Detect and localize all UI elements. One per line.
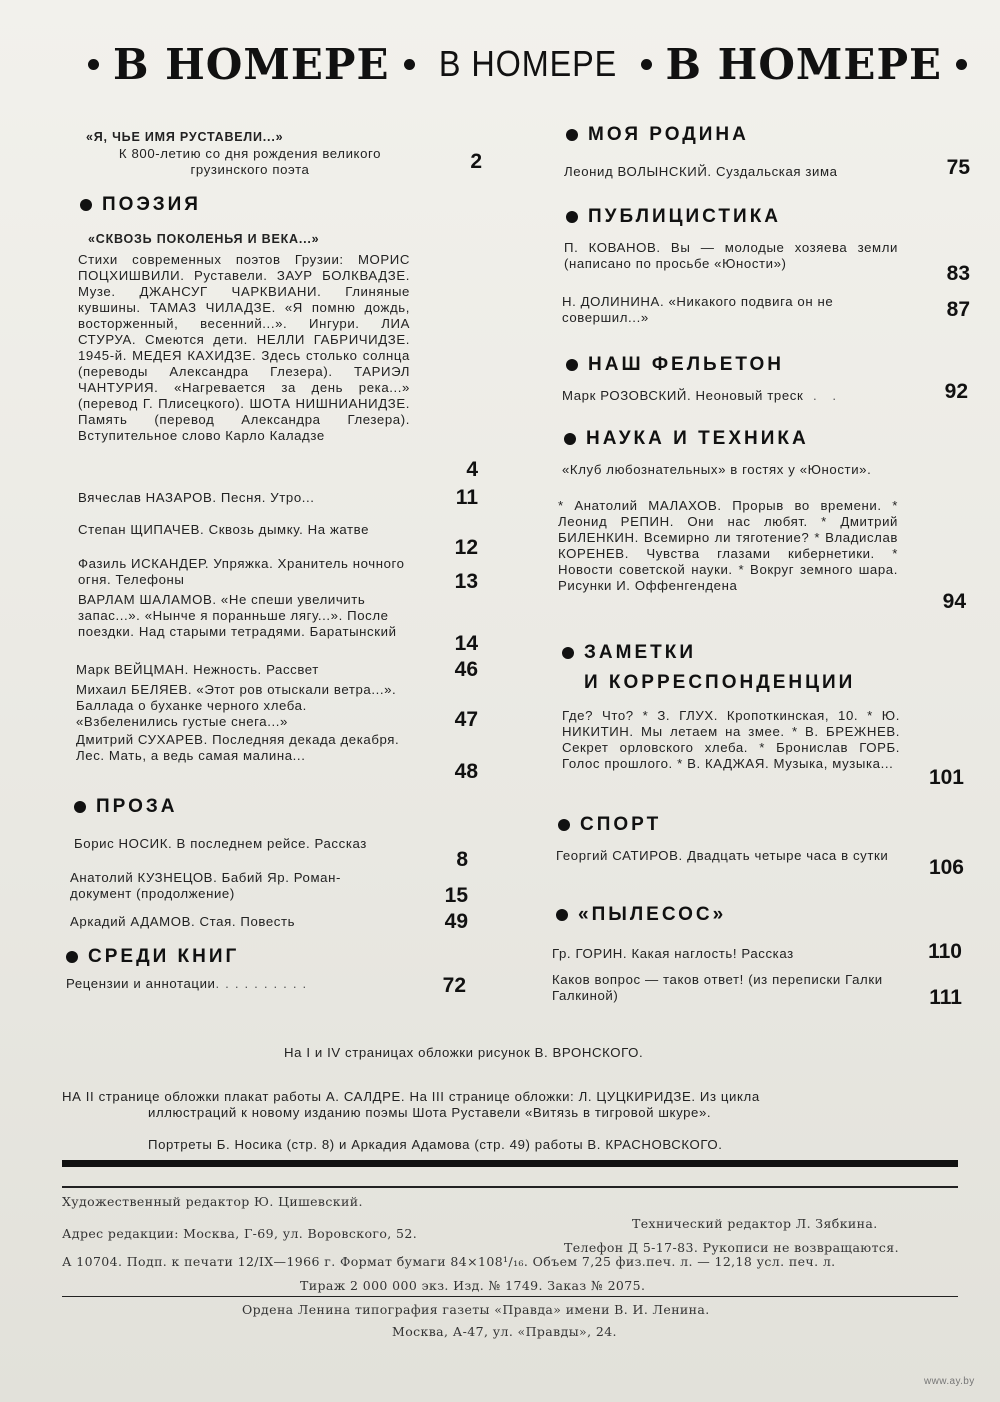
credits-line: иллюстраций к новому изданию поэмы Шота Руставели «Витязь в тигровой шкуре». (148, 1105, 712, 1120)
section-title: СРЕДИ КНИГ (88, 946, 240, 967)
section-science (564, 428, 809, 450)
section-title: НАШ ФЕЛЬЕТОН (588, 354, 784, 375)
section-title: ПОЭЗИЯ (102, 194, 201, 215)
print-info: А 10704. Подп. к печати 12/IX—1966 г. Формат бумаги 84×108¹/₁₆. Объем 7,25 физ.печ. л. — 12,18 усл. печ. л. (62, 1254, 836, 1269)
bullet-icon (88, 59, 99, 70)
list-item: Дмитрий СУХАРЕВ. Последняя декада декабря. Лес. Мать, а ведь самая малина... (76, 732, 400, 763)
page-number: 106 (928, 856, 964, 879)
page-number: 46 (454, 658, 478, 681)
page-number: 11 (455, 486, 478, 509)
list-item: Стихи современных поэтов Грузии: МОРИС ПОЦХИШВИЛИ. Руставели. ЗАУР БОЛКВАДЗЕ. Музе. ДЖАНСУГ ЧАРКВИАНИ. Глиняные кувшины. ТАМАЗ ЧИЛАДЗЕ. «Я помню дождь, восторженный, весенний...». Ингури. ЛИА СТУРУА. Смеются дети. НЕЛЛИ ГАБРИЧИДЗЕ. 1945-й. МЕДЕЯ КАХИДЗЕ. Здесь столько солнца (переводы Александра Глезера). ТАРИЭЛ ЧАНТУРИЯ. «Нагревается за день река...» (перевод Г. Плисецкого). ШОТА НИШНИАНИДЗЕ. Память (перевод Александра Глезера). Вступительное слово Карло Каладзе (78, 252, 410, 443)
bullet-icon (564, 433, 576, 445)
circulation: Тираж 2 000 000 экз. Изд. № 1749. Заказ № 2075. (300, 1278, 646, 1293)
section-title: МОЯ РОДИНА (588, 124, 749, 145)
section-publicism (566, 206, 781, 228)
science-intro: «Клуб любознательных» в гостях у «Юности». (562, 462, 872, 477)
bullet-icon (66, 951, 78, 963)
art-editor: Художественный редактор Ю. Цишевский. (62, 1194, 363, 1209)
section-homeland (566, 124, 749, 146)
credits-line: На I и IV страницах обложки рисунок В. ВРОНСКОГО. (284, 1045, 644, 1060)
list-item: Георгий САТИРОВ. Двадцать четыре часа в сутки (556, 848, 889, 863)
section-feuilleton (566, 354, 784, 376)
page-number: 12 (454, 536, 478, 559)
section-title: ПРОЗА (96, 796, 178, 817)
bullet-icon (566, 211, 578, 223)
page-number: 13 (454, 570, 478, 593)
list-item: Марк ВЕЙЦМАН. Нежность. Рассвет (76, 662, 319, 677)
entry-text: Рецензии и аннотации (66, 976, 216, 991)
bullet-icon (74, 801, 86, 813)
bullet-icon (562, 647, 574, 659)
section-notes (562, 642, 696, 664)
list-item: Гр. ГОРИН. Какая наглость! Рассказ (552, 946, 794, 961)
page-number: 87 (946, 298, 970, 321)
poetry-subtitle: «СКВОЗЬ ПОКОЛЕНЬЯ И ВЕКА...» (88, 232, 320, 246)
bullet-icon (556, 909, 568, 921)
page-number: 8 (456, 848, 468, 871)
section-title: И КОРРЕСПОНДЕНЦИИ (584, 672, 856, 693)
page-number: 14 (454, 632, 478, 655)
page-number: 92 (944, 380, 968, 403)
page-number: 15 (444, 884, 468, 907)
list-item: Марк РОЗОВСКИЙ. Неоновый треск . . (562, 388, 842, 403)
section-title: «ПЫЛЕСОС» (578, 904, 727, 925)
page-number: 47 (454, 708, 478, 731)
section-sport (558, 814, 661, 836)
section-books (66, 946, 239, 968)
header-title-bold: В НОМЕРЕ (665, 39, 943, 89)
page-number: 111 (929, 986, 962, 1009)
list-item: Степан ЩИПАЧЕВ. Сквозь дымку. На жатве (78, 522, 370, 537)
bullet-icon (566, 359, 578, 371)
page-number: 72 (442, 974, 466, 997)
header-title-bold: В НОМЕРЕ (113, 39, 390, 89)
watermark: www.ay.by (924, 1376, 975, 1387)
section-title: ЗАМЕТКИ (584, 642, 696, 663)
divider (62, 1296, 958, 1297)
list-item: Фазиль ИСКАНДЕР. Упряжка. Хранитель ночного огня. Телефоны (78, 556, 405, 587)
bullet-icon (566, 129, 578, 141)
list-item: Михаил БЕЛЯЕВ. «Этот ров отыскали ветра...». Баллада о буханке черного хлеба. «Взбеленились густые снега...» (76, 682, 397, 729)
phone: Телефон Д 5-17-83. Рукописи не возвращаются. (564, 1240, 899, 1255)
address: Адрес редакции: Москва, Г-69, ул. Воровского, 52. (62, 1226, 418, 1241)
header-title-thin: В НОМЕРЕ (438, 43, 617, 84)
rustaveli-text: К 800-летию со дня рождения великого грузинского поэта (118, 146, 382, 177)
page-number: 4 (466, 458, 478, 481)
list-item: ВАРЛАМ ШАЛАМОВ. «Не спеши увеличить запас...». «Нынче я поранньше лягу...». После поездки. Над старыми тетрадями. Баратынский (78, 592, 397, 639)
list-item: Вячеслав НАЗАРОВ. Песня. Утро... (78, 490, 315, 505)
typography: Ордена Ленина типография газеты «Правда» имени В. И. Ленина. (242, 1302, 710, 1317)
page-number: 101 (928, 766, 964, 789)
page-number: 83 (946, 262, 970, 285)
page-number: 75 (946, 156, 970, 179)
section-title: СПОРТ (580, 814, 662, 835)
list-item: Н. ДОЛИНИНА. «Никакого подвига он не совершил...» (562, 294, 834, 325)
entry-text: Марк РОЗОВСКИЙ. Неоновый треск (562, 388, 804, 403)
typography-address: Москва, А-47, ул. «Правды», 24. (392, 1324, 617, 1339)
page-number: 48 (454, 760, 478, 783)
section-title: НАУКА И ТЕХНИКА (586, 428, 809, 449)
bullet-icon (956, 59, 967, 70)
divider (62, 1160, 958, 1167)
page-number: 49 (444, 910, 468, 933)
credits-line: НА II странице обложки плакат работы А. САЛДРЕ. На III странице обложки: Л. ЦУЦКИРИДЗЕ. Из цикла (62, 1089, 760, 1104)
list-item: Леонид ВОЛЫНСКИЙ. Суздальская зима (564, 164, 838, 179)
list-item: Анатолий КУЗНЕЦОВ. Бабий Яр. Роман-документ (продолжение) (70, 870, 341, 901)
credits-line: Портреты Б. Носика (стр. 8) и Аркадия Адамова (стр. 49) работы В. КРАСНОВСКОГО. (148, 1137, 723, 1152)
page-number: 110 (928, 940, 962, 963)
page-number: 2 (470, 150, 482, 173)
bullet-icon (404, 59, 415, 70)
divider (62, 1186, 958, 1188)
section-poetry (80, 194, 201, 216)
rustaveli-title: «Я, ЧЬЕ ИМЯ РУСТАВЕЛИ...» (86, 130, 284, 144)
bullet-icon (80, 199, 92, 211)
bullet-icon (558, 819, 570, 831)
list-item: Каков вопрос — таков ответ! (из переписки Галки Галкиной) (552, 972, 883, 1003)
page-number: 94 (942, 590, 966, 613)
section-notes-line-2 (584, 672, 855, 694)
list-item: * Анатолий МАЛАХОВ. Прорыв во времени. * Леонид РЕПИН. Они нас любят. * Дмитрий БИЛЕНКИН. Всемирно ли тяготение? * Владислав КОРЕНЕВ. Чувства глазами кибернетики. * Новости советской науки. * Вокруг земного шара. Рисунки И. Оффенгендена (558, 498, 898, 593)
list-item: Аркадий АДАМОВ. Стая. Повесть (70, 914, 296, 929)
section-vacuum (556, 904, 726, 926)
section-title: ПУБЛИЦИСТИКА (588, 206, 782, 227)
page-header (88, 36, 968, 92)
bullet-icon (641, 59, 652, 70)
section-prose (74, 796, 177, 818)
list-item: Где? Что? * З. ГЛУХ. Кропоткинская, 10. * Ю. НИКИТИН. Мы летаем на змее. * В. БРЕЖНЕВ. Секрет орловского хлеба. * Бронислав ГОРБ. Голос прошлого. * В. КАДЖАЯ. Музыка, музыка... (562, 708, 900, 771)
list-item: П. КОВАНОВ. Вы — молодые хозяева земли (написано по просьбе «Юности») (564, 240, 898, 271)
tech-editor: Технический редактор Л. Зябкина. (632, 1216, 878, 1231)
list-item: Борис НОСИК. В последнем рейсе. Рассказ (74, 836, 367, 851)
list-item: Рецензии и аннотации.......... (66, 976, 313, 991)
